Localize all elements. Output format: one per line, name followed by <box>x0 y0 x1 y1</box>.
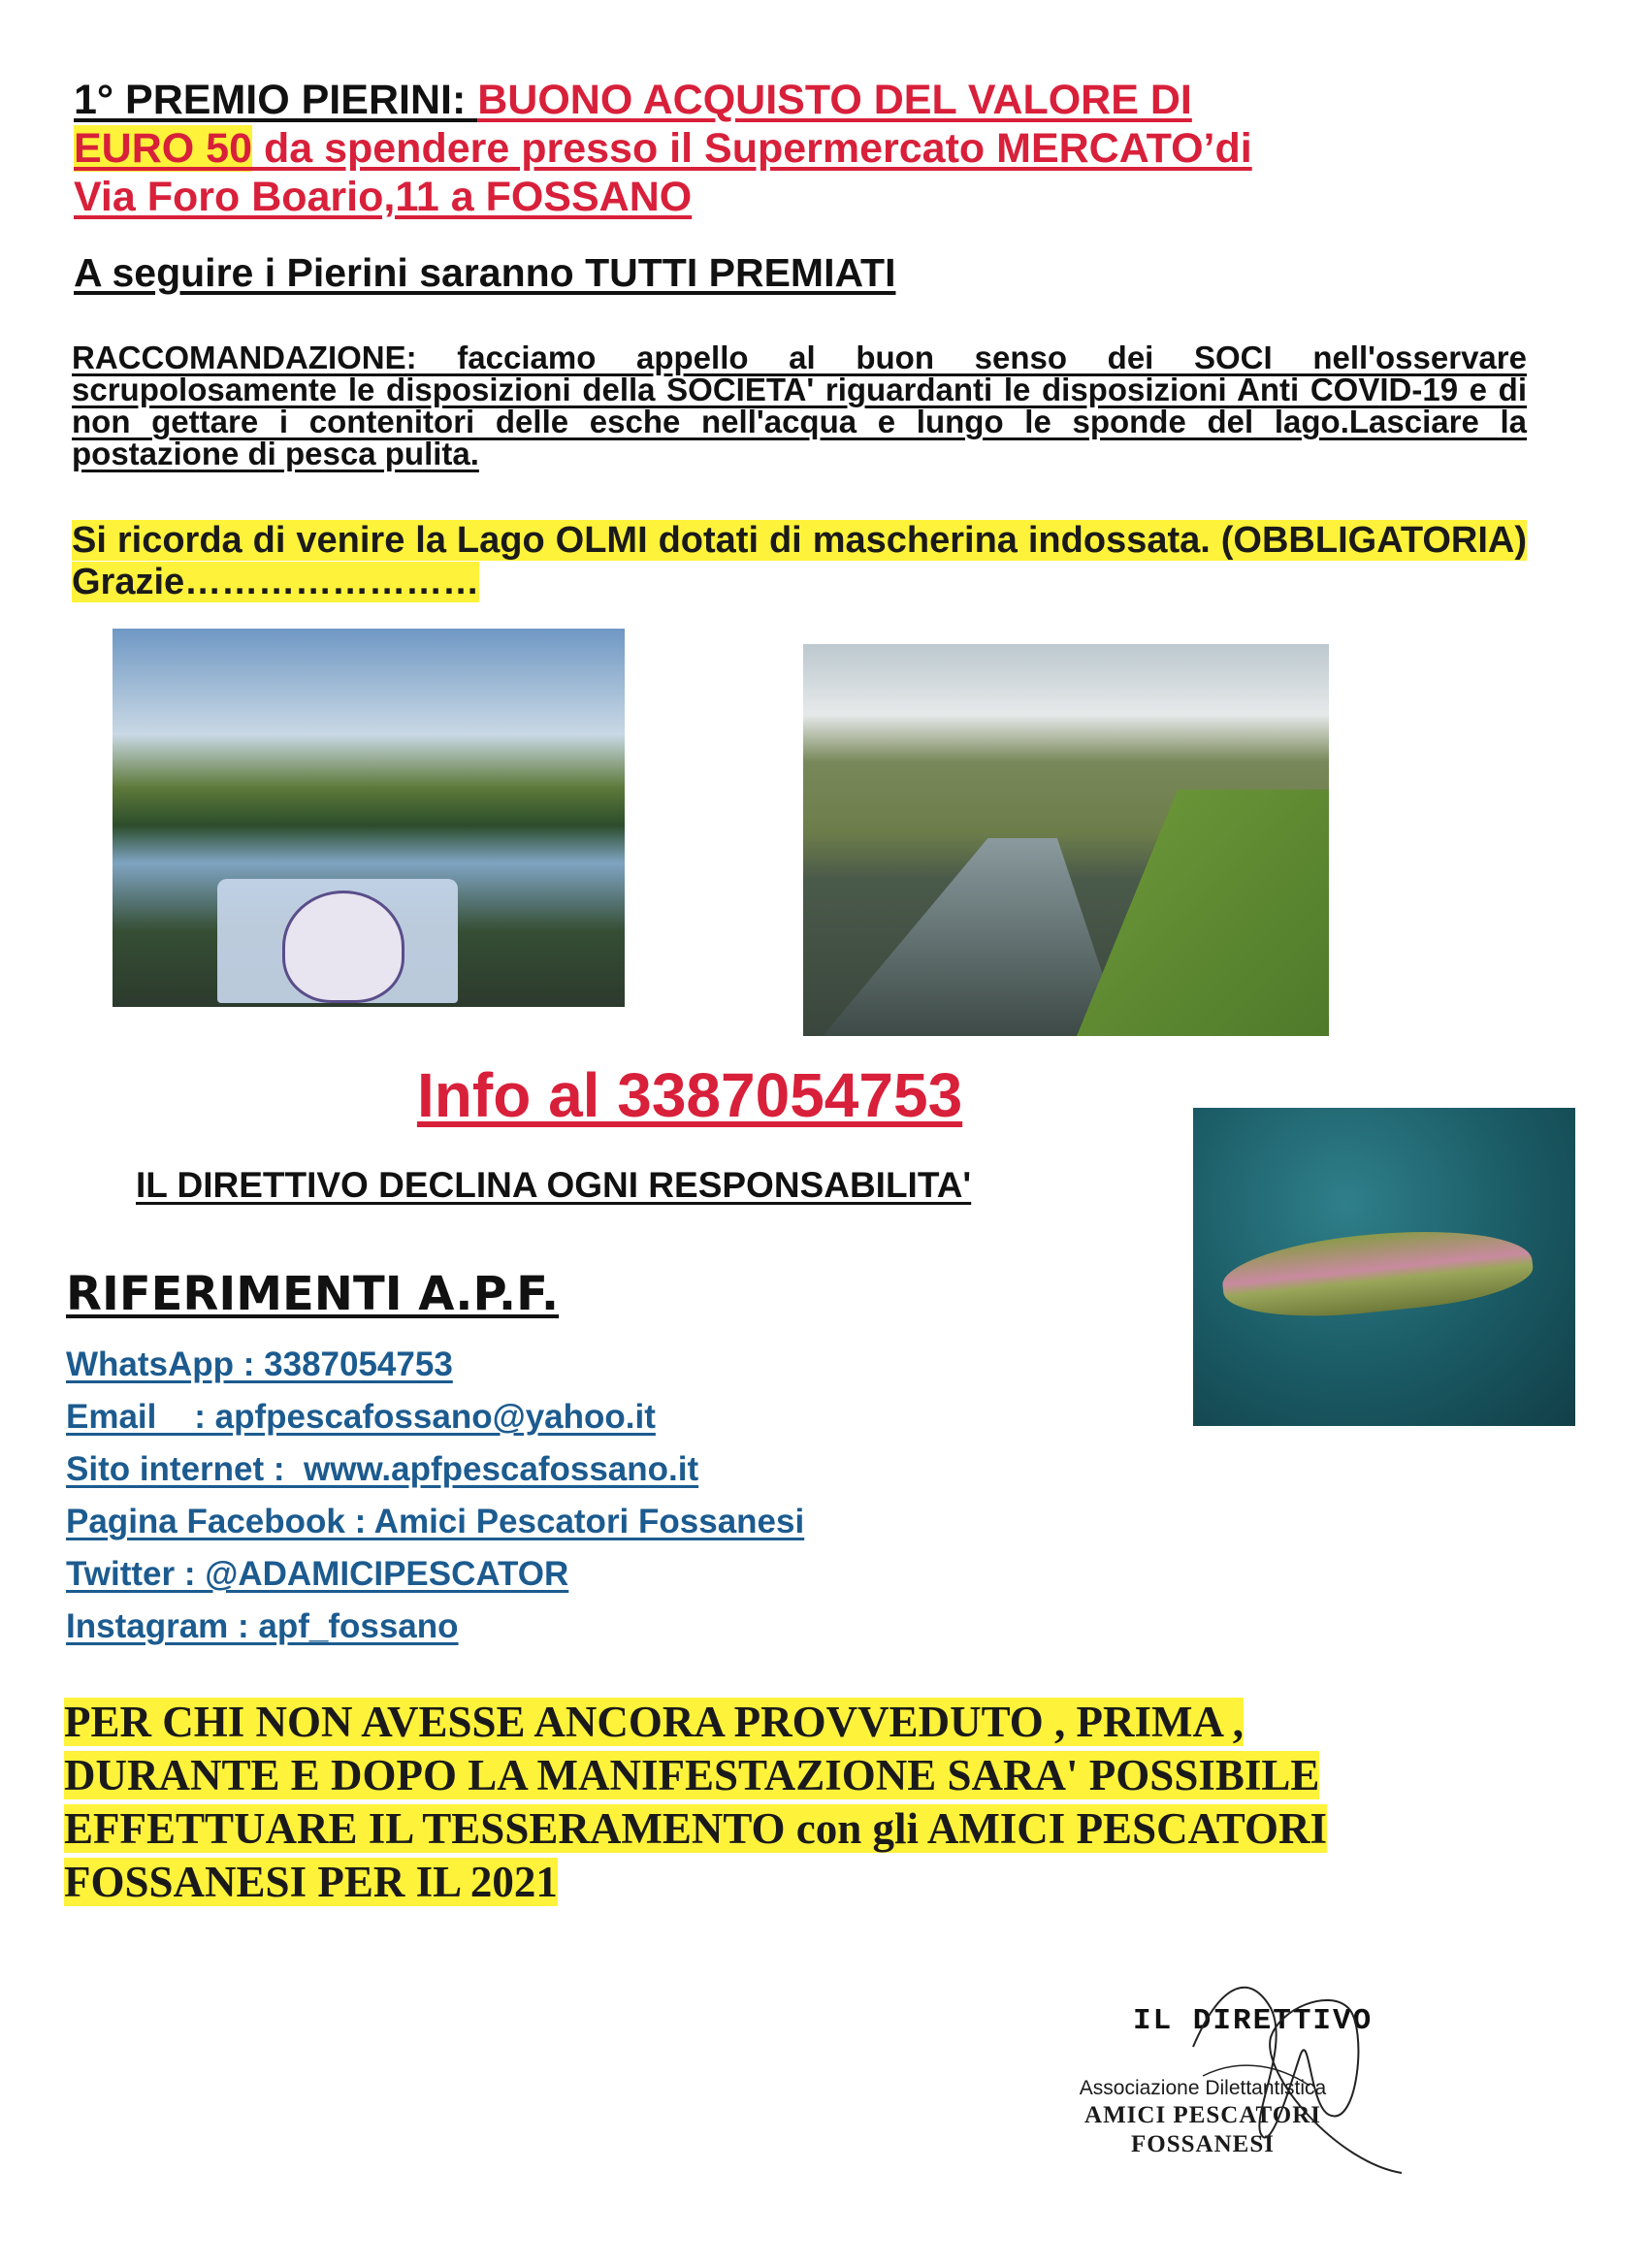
stamp-line-3: FOSSANESI <box>1131 2131 1275 2157</box>
signature-title: IL DIRETTIVO <box>1133 2004 1374 2038</box>
disclaimer: IL DIRETTIVO DECLINA OGNI RESPONSABILITA' <box>136 1165 972 1205</box>
mask-reminder <box>72 520 1527 603</box>
stamp-line-2: AMICI PESCATORI <box>1084 2102 1321 2128</box>
trout-image <box>1219 1217 1536 1327</box>
trout-photo <box>1193 1108 1575 1426</box>
contact-email: Email : apfpescafossano@yahoo.it <box>66 1398 656 1436</box>
contact-website: Sito internet : www.apfpescafossano.it <box>66 1450 699 1488</box>
handwritten-signature <box>1164 1969 1416 2183</box>
membership-line: DURANTE E DOPO LA MANIFESTAZIONE SARA' POSSIBILE <box>64 1751 1320 1799</box>
prize-voucher-line3: Via Foro Boario,11 a FOSSANO <box>74 174 693 220</box>
membership-notice <box>64 1696 1538 1909</box>
all-awarded-note: A seguire i Pierini saranno TUTTI PREMIATI <box>74 250 896 295</box>
contacts-list <box>66 1339 804 1653</box>
canal-water <box>823 838 1123 1036</box>
membership-line: PER CHI NON AVESSE ANCORA PROVVEDUTO , PRIMA , <box>64 1698 1245 1746</box>
prize-voucher-line1: BUONO ACQUISTO DEL VALORE DI <box>477 77 1192 123</box>
prize-euro-amount: EURO 50 <box>74 125 253 172</box>
recommendation-paragraph: RACCOMANDAZIONE: facciamo appello al buon senso dei SOCI nell'osservare scrupolosamente le disposizioni della SOCIETA' riguardanti le disposizioni Anti COVID-19 e di non gettare i contenitori delle esche nell'acqua e lungo le sponde del lago.Lasciare la postazione di pesca pulita. <box>72 340 1527 471</box>
mask-reminder-text: Si ricorda di venire la Lago OLMI dotati di mascherina indossata. (OBBLIGATORIA) Grazie…………………… <box>72 520 1527 602</box>
grass-bank <box>1077 790 1329 1036</box>
contact-facebook: Pagina Facebook : Amici Pescatori Fossanesi <box>66 1503 805 1540</box>
club-logo-image <box>282 891 404 1003</box>
contact-whatsapp: WhatsApp : 3387054753 <box>66 1345 453 1383</box>
anglers-canal-photo <box>803 644 1329 1036</box>
membership-line: FOSSANESI PER IL 2021 <box>64 1858 558 1906</box>
contact-twitter: Twitter : @ADAMICIPESCATOR <box>66 1555 569 1593</box>
first-prize-section <box>74 76 1509 221</box>
contact-instagram: Instagram : apf_fossano <box>66 1607 459 1645</box>
stamp-line-1: Associazione Dilettantistica <box>1079 2077 1327 2099</box>
info-phone: Info al 3387054753 <box>417 1060 963 1130</box>
references-title: RIFERIMENTI A.P.F. <box>66 1267 560 1321</box>
membership-line: EFFETTUARE IL TESSERAMENTO con gli AMICI PESCATORI <box>64 1804 1327 1853</box>
prize-voucher-line2: da spendere presso il Supermercato MERCATO’di <box>252 125 1252 172</box>
prize-label: 1° PREMIO PIERINI: <box>74 77 478 123</box>
lake-photo-with-mask <box>113 629 625 1007</box>
